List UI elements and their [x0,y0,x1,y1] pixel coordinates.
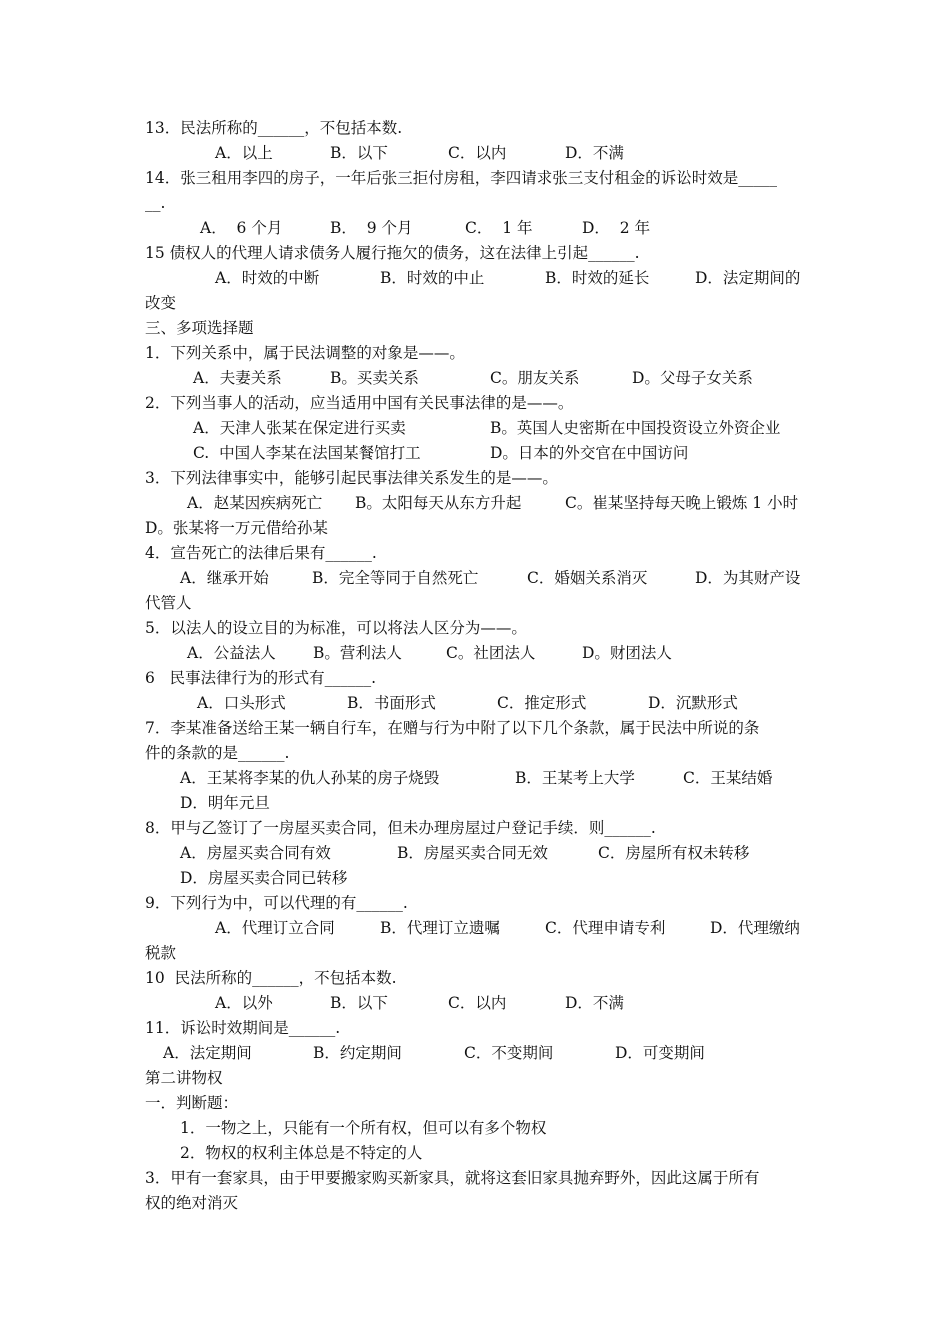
mc-1-option-c: C。朋友关系 [490,369,580,387]
mc-10-option-a: A．以外 [215,994,273,1012]
question-14-option-c: C． 1 年 [465,219,533,237]
question-14-option-a: A． 6 个月 [200,219,283,237]
mc-10-option-d: D．不满 [565,994,624,1012]
mc-4-option-c: C．婚姻关系消灭 [527,569,648,587]
mc-11-stem: 11．诉讼时效期间是______. [145,1019,341,1037]
mc-4-option-d-cont: 代管人 [145,594,192,612]
mc-6-option-b: B．书面形式 [347,694,436,712]
mc-7-stem: 7．李某准备送给王某一辆自行车，在赠与行为中附了以下几个条款，属于民法中所说的条 [145,719,760,737]
mc-11-option-d: D．可变期间 [615,1044,705,1062]
mc-5-option-c: C。社团法人 [446,644,536,662]
mc-5-stem: 5．以法人的设立目的为标准，可以将法人区分为——。 [145,619,527,637]
question-13-option-a: A．以上 [215,144,273,162]
question-15-option-d: D．法定期间的 [695,269,801,287]
judgement-item-3-cont: 权的绝对消灭 [145,1194,239,1212]
question-14-option-b: B． 9 个月 [330,219,413,237]
judgement-item-1: 1．一物之上，只能有一个所有权，但可以有多个物权 [180,1119,547,1137]
mc-3-option-b: B。太阳每天从东方升起 [355,494,522,512]
mc-5-option-a: A．公益法人 [187,644,276,662]
question-14-option-d: D． 2 年 [582,219,651,237]
mc-7-stem-cont: 件的条款的是______. [145,744,290,762]
mc-10-option-c: C．以内 [448,994,507,1012]
mc-11-option-a: A．法定期间 [163,1044,252,1062]
mc-8-stem: 8．甲与乙签订了一房屋买卖合同，但未办理房屋过户登记手续．则______. [145,819,656,837]
mc-2-option-b: B。英国人史密斯在中国投资设立外资企业 [490,419,781,437]
mc-7-option-b: B．王某考上大学 [515,769,635,787]
judgement-item-2: 2．物权的权利主体总是不特定的人 [180,1144,423,1162]
mc-3-option-d: D。张某将一万元借给孙某 [145,519,328,537]
mc-6-option-c: C．推定形式 [497,694,587,712]
section-heading-multiple-choice: 三、多项选择题 [145,319,254,337]
mc-6-stem: 6 民事法律行为的形式有______. [145,669,377,687]
mc-7-option-c: C．王某结婚 [683,769,773,787]
mc-3-option-a: A．赵某因疾病死亡 [187,494,323,512]
lecture-heading: 第二讲物权 [145,1069,223,1087]
mc-9-option-a: A．代理订立合同 [215,919,335,937]
mc-8-option-b: B．房屋买卖合同无效 [397,844,548,862]
question-13-option-b: B．以下 [330,144,388,162]
question-13-stem: 13．民法所称的______，不包括本数. [145,119,403,137]
question-13-option-c: C．以内 [448,144,507,162]
mc-3-stem: 3．下列法律事实中，能够引起民事法律关系发生的是——。 [145,469,558,487]
question-15-stem: 15 债权人的代理人请求债务人履行拖欠的债务，这在法律上引起______. [145,244,640,262]
mc-9-option-c: C．代理申请专利 [545,919,666,937]
question-15-option-c: B．时效的延长 [545,269,650,287]
mc-4-stem: 4．宣告死亡的法律后果有______. [145,544,377,562]
question-15-option-b: B．时效的中止 [380,269,485,287]
mc-9-option-d: D．代理缴纳 [710,919,800,937]
mc-1-stem: 1．下列关系中，属于民法调整的对象是——。 [145,344,465,362]
mc-2-stem: 2．下列当事人的活动，应当适用中国有关民事法律的是——。 [145,394,574,412]
mc-4-option-b: B．完全等同于自然死亡 [312,569,479,587]
mc-5-option-b: B。营利法人 [313,644,402,662]
mc-9-option-b: B．代理订立遗嘱 [380,919,500,937]
question-15-option-d-cont: 改变 [145,294,177,312]
mc-9-stem: 9．下列行为中，可以代理的有______. [145,894,408,912]
mc-1-option-b: B。买卖关系 [330,369,419,387]
question-15-option-a: A．时效的中断 [215,269,320,287]
mc-1-option-a: A．夫妻关系 [193,369,282,387]
mc-3-option-c: C。崔某坚持每天晚上锻炼 1 小时 [565,494,799,512]
mc-6-option-a: A．口头形式 [197,694,286,712]
mc-2-option-c: C. 中国人李某在法国某餐馆打工 [193,444,421,462]
mc-5-option-d: D。财团法人 [582,644,672,662]
question-13-option-d: D．不满 [565,144,624,162]
mc-4-option-d: D．为其财产设 [695,569,801,587]
mc-7-option-a: A．王某将李某的仇人孙某的房子烧毁 [180,769,440,787]
mc-1-option-d: D。父母子女关系 [632,369,753,387]
mc-9-option-d-cont: 税款 [145,944,177,962]
mc-4-option-a: A．继承开始 [180,569,269,587]
mc-10-stem: 10 民法所称的______，不包括本数. [145,969,397,987]
judgement-section-title: 一．判断题： [145,1094,239,1112]
mc-11-option-c: C．不变期间 [464,1044,554,1062]
mc-2-option-d: D。日本的外交官在中国访问 [490,444,689,462]
mc-10-option-b: B．以下 [330,994,388,1012]
mc-11-option-b: B．约定期间 [313,1044,402,1062]
question-14-stem: 14．张三租用李四的房子，一年后张三拒付房租，李四请求张三支付租金的诉讼时效是_____ [145,169,777,187]
mc-8-option-d: D．房屋买卖合同已转移 [180,869,348,887]
question-14-stem-cont: __. [145,194,166,212]
judgement-item-3: 3．甲有一套家具，由于甲要搬家购买新家具，就将这套旧家具抛弃野外，因此这属于所有 [145,1169,760,1187]
mc-2-option-a: A．天津人张某在保定进行买卖 [193,419,406,437]
mc-8-option-a: A．房屋买卖合同有效 [180,844,331,862]
mc-7-option-d: D．明年元旦 [180,794,270,812]
mc-6-option-d: D．沉默形式 [648,694,738,712]
mc-8-option-c: C．房屋所有权未转移 [598,844,750,862]
